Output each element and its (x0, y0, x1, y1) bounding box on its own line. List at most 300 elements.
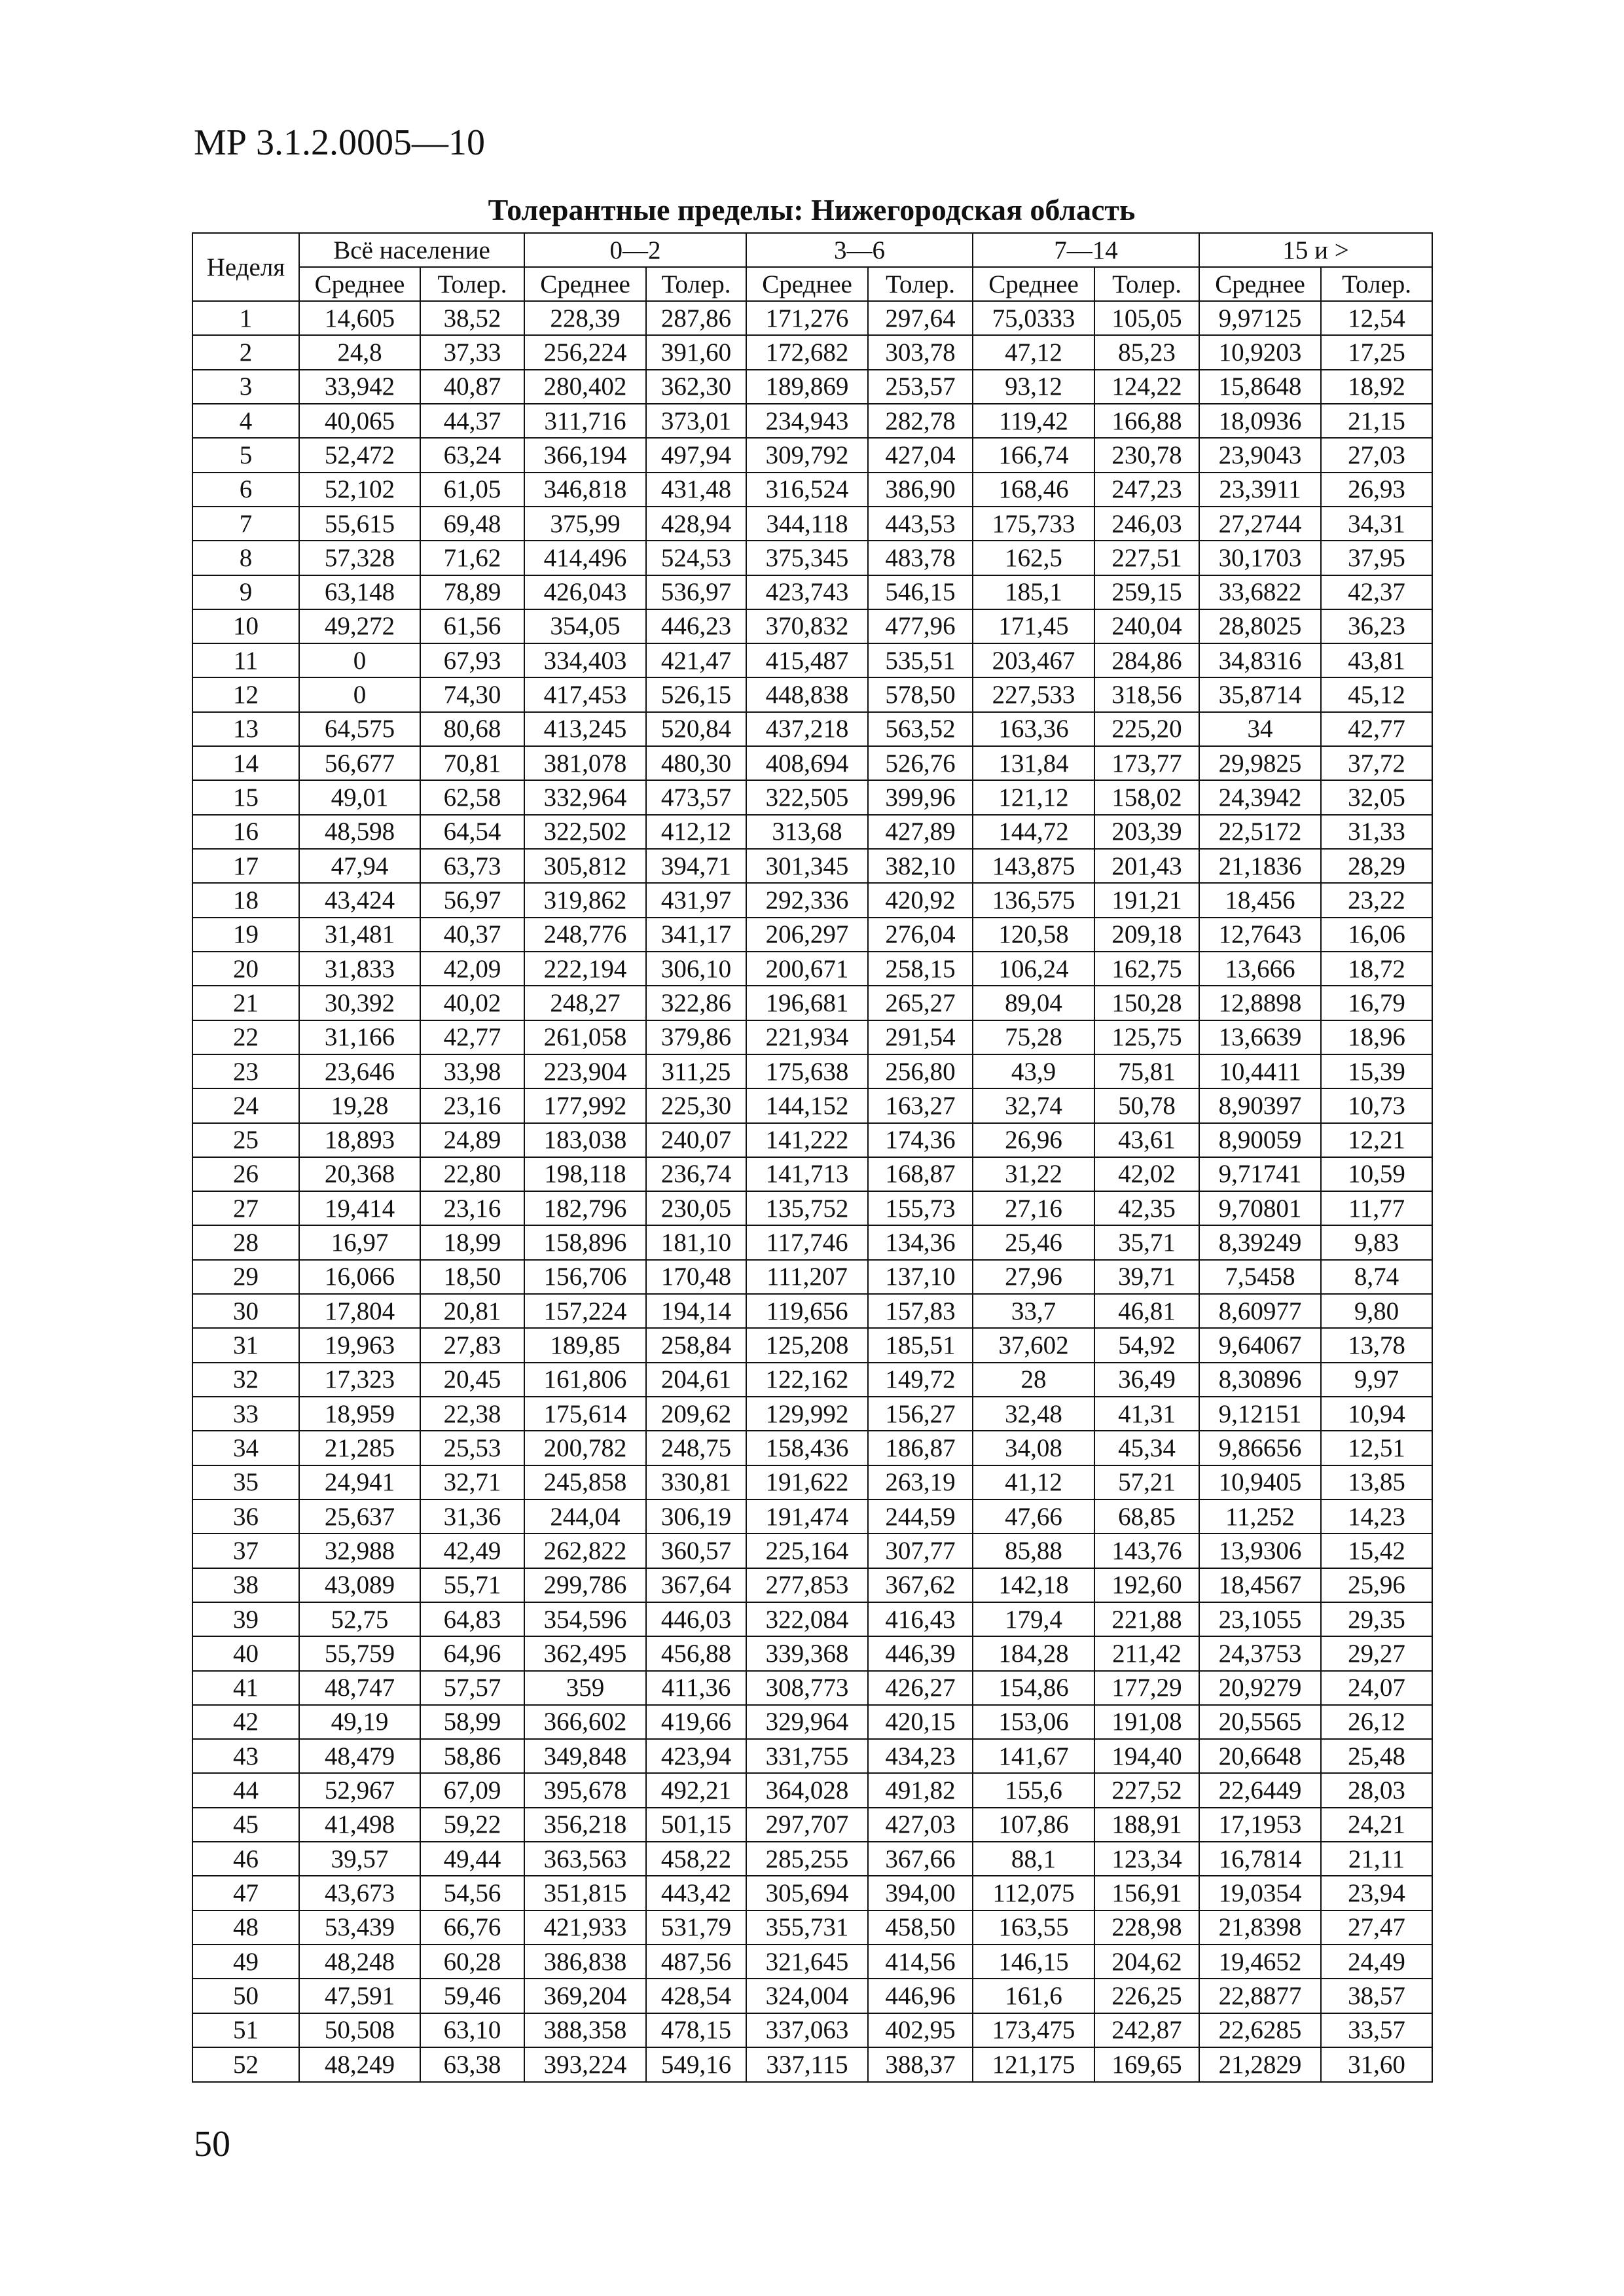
week-cell: 6 (192, 473, 299, 507)
value-cell: 308,773 (746, 1671, 868, 1705)
table-row (192, 815, 1432, 849)
value-cell: 265,27 (868, 986, 973, 1020)
value-cell: 156,91 (1094, 1876, 1199, 1910)
value-cell: 162,75 (1094, 952, 1199, 986)
value-cell: 309,792 (746, 438, 868, 472)
table-row (192, 1568, 1432, 1602)
table-row (192, 609, 1432, 643)
value-cell: 203,39 (1094, 815, 1199, 849)
value-cell: 379,86 (646, 1020, 746, 1054)
value-cell: 43,81 (1321, 643, 1432, 677)
value-cell: 39,57 (299, 1842, 420, 1876)
value-cell: 355,731 (746, 1910, 868, 1945)
value-cell: 34,08 (973, 1431, 1094, 1465)
sub-header: Среднее (746, 267, 868, 301)
value-cell: 166,88 (1094, 404, 1199, 438)
value-cell: 191,08 (1094, 1705, 1199, 1739)
value-cell: 186,87 (868, 1431, 973, 1465)
value-cell: 24,3942 (1199, 780, 1321, 814)
value-cell: 458,22 (646, 1842, 746, 1876)
sub-header: Толер. (1321, 267, 1432, 301)
value-cell: 129,992 (746, 1397, 868, 1431)
value-cell: 381,078 (524, 746, 646, 780)
value-cell: 191,474 (746, 1499, 868, 1534)
value-cell: 47,12 (973, 335, 1094, 369)
value-cell: 386,90 (868, 473, 973, 507)
value-cell: 423,94 (646, 1739, 746, 1773)
value-cell: 316,524 (746, 473, 868, 507)
value-cell: 363,563 (524, 1842, 646, 1876)
value-cell: 402,95 (868, 2013, 973, 2047)
value-cell: 578,50 (868, 677, 973, 711)
week-cell: 29 (192, 1260, 299, 1294)
value-cell: 414,496 (524, 541, 646, 575)
value-cell: 388,37 (868, 2047, 973, 2082)
value-cell: 306,10 (646, 952, 746, 986)
week-cell: 38 (192, 1568, 299, 1602)
value-cell: 13,6639 (1199, 1020, 1321, 1054)
value-cell: 319,862 (524, 883, 646, 917)
table-row (192, 2047, 1432, 2082)
value-cell: 162,5 (973, 541, 1094, 575)
value-cell: 177,29 (1094, 1671, 1199, 1705)
week-cell: 43 (192, 1739, 299, 1773)
value-cell: 228,39 (524, 301, 646, 335)
value-cell: 244,59 (868, 1499, 973, 1534)
value-cell: 23,16 (420, 1088, 524, 1122)
value-cell: 12,54 (1321, 301, 1432, 335)
value-cell: 349,848 (524, 1739, 646, 1773)
value-cell: 322,86 (646, 986, 746, 1020)
week-cell: 49 (192, 1945, 299, 1979)
value-cell: 369,204 (524, 1979, 646, 2013)
week-cell: 26 (192, 1157, 299, 1191)
value-cell: 21,2829 (1199, 2047, 1321, 2082)
value-cell: 24,941 (299, 1465, 420, 1499)
value-cell: 291,54 (868, 1020, 973, 1054)
value-cell: 15,8648 (1199, 370, 1321, 404)
value-cell: 31,33 (1321, 815, 1432, 849)
value-cell: 426,043 (524, 575, 646, 609)
value-cell: 64,575 (299, 712, 420, 746)
value-cell: 244,04 (524, 1499, 646, 1534)
value-cell: 173,475 (973, 2013, 1094, 2047)
week-cell: 48 (192, 1910, 299, 1945)
value-cell: 88,1 (973, 1842, 1094, 1876)
value-cell: 12,7643 (1199, 918, 1321, 952)
value-cell: 301,345 (746, 849, 868, 883)
value-cell: 375,99 (524, 507, 646, 541)
week-cell: 27 (192, 1191, 299, 1225)
value-cell: 62,58 (420, 780, 524, 814)
value-cell: 236,74 (646, 1157, 746, 1191)
value-cell: 125,75 (1094, 1020, 1199, 1054)
table-body (192, 301, 1432, 2082)
value-cell: 17,1953 (1199, 1808, 1321, 1842)
value-cell: 382,10 (868, 849, 973, 883)
page-number: 50 (194, 2124, 230, 2164)
value-cell: 285,255 (746, 1842, 868, 1876)
sub-header: Толер. (1094, 267, 1199, 301)
value-cell: 174,36 (868, 1123, 973, 1157)
value-cell: 34 (1199, 712, 1321, 746)
value-cell: 428,94 (646, 507, 746, 541)
value-cell: 526,15 (646, 677, 746, 711)
week-cell: 47 (192, 1876, 299, 1910)
value-cell: 200,671 (746, 952, 868, 986)
value-cell: 10,4411 (1199, 1054, 1321, 1088)
value-cell: 35,71 (1094, 1225, 1199, 1259)
value-cell: 192,60 (1094, 1568, 1199, 1602)
value-cell: 446,03 (646, 1602, 746, 1636)
value-cell: 24,8 (299, 335, 420, 369)
value-cell: 175,638 (746, 1054, 868, 1088)
document-code: МР 3.1.2.0005—10 (194, 122, 485, 163)
value-cell: 16,79 (1321, 986, 1432, 1020)
value-cell: 421,47 (646, 643, 746, 677)
sub-header: Толер. (868, 267, 973, 301)
value-cell: 24,89 (420, 1123, 524, 1157)
value-cell: 156,27 (868, 1397, 973, 1431)
value-cell: 42,35 (1094, 1191, 1199, 1225)
week-cell: 52 (192, 2047, 299, 2082)
value-cell: 443,53 (868, 507, 973, 541)
value-cell: 25,637 (299, 1499, 420, 1534)
value-cell: 477,96 (868, 609, 973, 643)
week-cell: 46 (192, 1842, 299, 1876)
value-cell: 329,964 (746, 1705, 868, 1739)
value-cell: 59,46 (420, 1979, 524, 2013)
value-cell: 71,62 (420, 541, 524, 575)
table-row (192, 1465, 1432, 1499)
value-cell: 19,963 (299, 1328, 420, 1362)
value-cell: 0 (299, 677, 420, 711)
value-cell: 54,56 (420, 1876, 524, 1910)
value-cell: 57,328 (299, 541, 420, 575)
table-title: Толерантные пределы: Нижегородская область (488, 193, 1136, 226)
value-cell: 157,224 (524, 1294, 646, 1328)
week-cell: 36 (192, 1499, 299, 1534)
value-cell: 261,058 (524, 1020, 646, 1054)
week-cell: 18 (192, 883, 299, 917)
value-cell: 131,84 (973, 746, 1094, 780)
week-cell: 51 (192, 2013, 299, 2047)
value-cell: 22,8877 (1199, 1979, 1321, 2013)
value-cell: 13,666 (1199, 952, 1321, 986)
value-cell: 75,28 (973, 1020, 1094, 1054)
value-cell: 155,6 (973, 1773, 1094, 1807)
table-row (192, 1123, 1432, 1157)
value-cell: 124,22 (1094, 370, 1199, 404)
value-cell: 11,252 (1199, 1499, 1321, 1534)
value-cell: 11,77 (1321, 1191, 1432, 1225)
value-cell: 535,51 (868, 643, 973, 677)
value-cell: 22,6449 (1199, 1773, 1321, 1807)
value-cell: 185,51 (868, 1328, 973, 1362)
value-cell: 331,755 (746, 1739, 868, 1773)
value-cell: 25,96 (1321, 1568, 1432, 1602)
week-cell: 17 (192, 849, 299, 883)
sub-header: Среднее (524, 267, 646, 301)
value-cell: 191,21 (1094, 883, 1199, 917)
table-row (192, 849, 1432, 883)
value-cell: 18,96 (1321, 1020, 1432, 1054)
value-cell: 221,88 (1094, 1602, 1199, 1636)
value-cell: 42,77 (1321, 712, 1432, 746)
value-cell: 31,22 (973, 1157, 1094, 1191)
value-cell: 18,456 (1199, 883, 1321, 917)
value-cell: 45,34 (1094, 1431, 1199, 1465)
value-cell: 411,36 (646, 1671, 746, 1705)
value-cell: 21,15 (1321, 404, 1432, 438)
week-cell: 3 (192, 370, 299, 404)
value-cell: 35,8714 (1199, 677, 1321, 711)
value-cell: 47,591 (299, 1979, 420, 2013)
week-header: Неделя (192, 233, 299, 301)
table-row (192, 1191, 1432, 1225)
value-cell: 427,89 (868, 815, 973, 849)
table-row (192, 1534, 1432, 1568)
week-cell: 32 (192, 1363, 299, 1397)
value-cell: 16,7814 (1199, 1842, 1321, 1876)
value-cell: 156,706 (524, 1260, 646, 1294)
week-cell: 7 (192, 507, 299, 541)
value-cell: 33,6822 (1199, 575, 1321, 609)
value-cell: 13,9306 (1199, 1534, 1321, 1568)
value-cell: 171,45 (973, 609, 1094, 643)
table-row (192, 746, 1432, 780)
value-cell: 63,10 (420, 2013, 524, 2047)
value-cell: 38,52 (420, 301, 524, 335)
value-cell: 346,818 (524, 473, 646, 507)
value-cell: 330,81 (646, 1465, 746, 1499)
value-cell: 47,94 (299, 849, 420, 883)
value-cell: 359 (524, 1671, 646, 1705)
value-cell: 431,97 (646, 883, 746, 917)
sub-header: Среднее (299, 267, 420, 301)
value-cell: 334,403 (524, 643, 646, 677)
value-cell: 43,9 (973, 1054, 1094, 1088)
value-cell: 57,21 (1094, 1465, 1199, 1499)
value-cell: 23,3911 (1199, 473, 1321, 507)
value-cell: 446,96 (868, 1979, 973, 2013)
table-row (192, 712, 1432, 746)
table-row (192, 1260, 1432, 1294)
value-cell: 12,21 (1321, 1123, 1432, 1157)
value-cell: 144,152 (746, 1088, 868, 1122)
value-cell: 150,28 (1094, 986, 1199, 1020)
value-cell: 29,35 (1321, 1602, 1432, 1636)
value-cell: 45,12 (1321, 677, 1432, 711)
value-cell: 142,18 (973, 1568, 1094, 1602)
value-cell: 23,16 (420, 1191, 524, 1225)
value-cell: 16,97 (299, 1225, 420, 1259)
value-cell: 356,218 (524, 1808, 646, 1842)
value-cell: 33,98 (420, 1054, 524, 1088)
value-cell: 55,71 (420, 1568, 524, 1602)
value-cell: 351,815 (524, 1876, 646, 1910)
value-cell: 43,61 (1094, 1123, 1199, 1157)
table-row (192, 1088, 1432, 1122)
value-cell: 46,81 (1094, 1294, 1199, 1328)
value-cell: 36,49 (1094, 1363, 1199, 1397)
week-cell: 11 (192, 643, 299, 677)
value-cell: 318,56 (1094, 677, 1199, 711)
value-cell: 32,74 (973, 1088, 1094, 1122)
value-cell: 337,115 (746, 2047, 868, 2082)
value-cell: 20,5565 (1199, 1705, 1321, 1739)
table-row (192, 1773, 1432, 1807)
table-row (192, 1328, 1432, 1362)
value-cell: 520,84 (646, 712, 746, 746)
table-row (192, 370, 1432, 404)
value-cell: 41,31 (1094, 1397, 1199, 1431)
value-cell: 163,55 (973, 1910, 1094, 1945)
value-cell: 42,49 (420, 1534, 524, 1568)
value-cell: 32,05 (1321, 780, 1432, 814)
value-cell: 26,93 (1321, 473, 1432, 507)
value-cell: 446,23 (646, 609, 746, 643)
table-row (192, 1979, 1432, 2013)
value-cell: 12,51 (1321, 1431, 1432, 1465)
value-cell: 427,04 (868, 438, 973, 472)
table-row (192, 1431, 1432, 1465)
value-cell: 23,9043 (1199, 438, 1321, 472)
value-cell: 23,1055 (1199, 1602, 1321, 1636)
value-cell: 487,56 (646, 1945, 746, 1979)
value-cell: 227,51 (1094, 541, 1199, 575)
table-row (192, 1739, 1432, 1773)
value-cell: 112,075 (973, 1876, 1094, 1910)
value-cell: 29,9825 (1199, 746, 1321, 780)
value-cell: 168,87 (868, 1157, 973, 1191)
value-cell: 175,614 (524, 1397, 646, 1431)
value-cell: 189,85 (524, 1328, 646, 1362)
value-cell: 80,68 (420, 712, 524, 746)
value-cell: 149,72 (868, 1363, 973, 1397)
value-cell: 188,91 (1094, 1808, 1199, 1842)
table-row (192, 1705, 1432, 1739)
value-cell: 27,83 (420, 1328, 524, 1362)
table-row (192, 1397, 1432, 1431)
value-cell: 9,97 (1321, 1363, 1432, 1397)
value-cell: 19,28 (299, 1088, 420, 1122)
value-cell: 28,03 (1321, 1773, 1432, 1807)
value-cell: 121,175 (973, 2047, 1094, 2082)
value-cell: 111,207 (746, 1260, 868, 1294)
value-cell: 42,77 (420, 1020, 524, 1054)
value-cell: 280,402 (524, 370, 646, 404)
week-cell: 5 (192, 438, 299, 472)
table-row (192, 1602, 1432, 1636)
value-cell: 419,66 (646, 1705, 746, 1739)
value-cell: 9,97125 (1199, 301, 1321, 335)
week-cell: 8 (192, 541, 299, 575)
value-cell: 125,208 (746, 1328, 868, 1362)
value-cell: 141,222 (746, 1123, 868, 1157)
value-cell: 27,03 (1321, 438, 1432, 472)
value-cell: 168,46 (973, 473, 1094, 507)
value-cell: 158,436 (746, 1431, 868, 1465)
value-cell: 364,028 (746, 1773, 868, 1807)
value-cell: 203,467 (973, 643, 1094, 677)
value-cell: 227,52 (1094, 1773, 1199, 1807)
value-cell: 75,81 (1094, 1054, 1199, 1088)
value-cell: 69,48 (420, 507, 524, 541)
table-row (192, 1054, 1432, 1088)
table-row (192, 1808, 1432, 1842)
value-cell: 431,48 (646, 473, 746, 507)
value-cell: 247,23 (1094, 473, 1199, 507)
value-cell: 25,53 (420, 1431, 524, 1465)
value-cell: 497,94 (646, 438, 746, 472)
value-cell: 23,94 (1321, 1876, 1432, 1910)
week-cell: 31 (192, 1328, 299, 1362)
week-cell: 33 (192, 1397, 299, 1431)
value-cell: 33,942 (299, 370, 420, 404)
value-cell: 373,01 (646, 404, 746, 438)
group-header: 7—14 (973, 233, 1199, 267)
value-cell: 277,853 (746, 1568, 868, 1602)
value-cell: 225,30 (646, 1088, 746, 1122)
week-cell: 39 (192, 1602, 299, 1636)
value-cell: 408,694 (746, 746, 868, 780)
value-cell: 367,66 (868, 1842, 973, 1876)
value-cell: 420,92 (868, 883, 973, 917)
week-cell: 24 (192, 1088, 299, 1122)
value-cell: 421,933 (524, 1910, 646, 1945)
value-cell: 57,57 (420, 1671, 524, 1705)
value-cell: 146,15 (973, 1945, 1094, 1979)
value-cell: 18,92 (1321, 370, 1432, 404)
value-cell: 311,716 (524, 404, 646, 438)
value-cell: 226,25 (1094, 1979, 1199, 2013)
group-header: Всё население (299, 233, 524, 267)
value-cell: 25,48 (1321, 1739, 1432, 1773)
table-row (192, 1636, 1432, 1670)
value-cell: 549,16 (646, 2047, 746, 2082)
value-cell: 185,1 (973, 575, 1094, 609)
value-cell: 43,673 (299, 1876, 420, 1910)
value-cell: 49,44 (420, 1842, 524, 1876)
value-cell: 172,682 (746, 335, 868, 369)
value-cell: 307,77 (868, 1534, 973, 1568)
value-cell: 225,164 (746, 1534, 868, 1568)
value-cell: 416,43 (868, 1602, 973, 1636)
value-cell: 61,05 (420, 473, 524, 507)
value-cell: 375,345 (746, 541, 868, 575)
week-cell: 16 (192, 815, 299, 849)
week-cell: 12 (192, 677, 299, 711)
table-row (192, 780, 1432, 814)
value-cell: 93,12 (973, 370, 1094, 404)
value-cell: 230,05 (646, 1191, 746, 1225)
group-header: 0—2 (524, 233, 746, 267)
value-cell: 209,62 (646, 1397, 746, 1431)
value-cell: 19,0354 (1199, 1876, 1321, 1910)
value-cell: 306,19 (646, 1499, 746, 1534)
value-cell: 9,12151 (1199, 1397, 1321, 1431)
value-cell: 321,645 (746, 1945, 868, 1979)
table-row (192, 575, 1432, 609)
value-cell: 196,681 (746, 986, 868, 1020)
value-cell: 420,15 (868, 1705, 973, 1739)
value-cell: 141,713 (746, 1157, 868, 1191)
value-cell: 201,43 (1094, 849, 1199, 883)
value-cell: 28,29 (1321, 849, 1432, 883)
value-cell: 16,06 (1321, 918, 1432, 952)
value-cell: 456,88 (646, 1636, 746, 1670)
